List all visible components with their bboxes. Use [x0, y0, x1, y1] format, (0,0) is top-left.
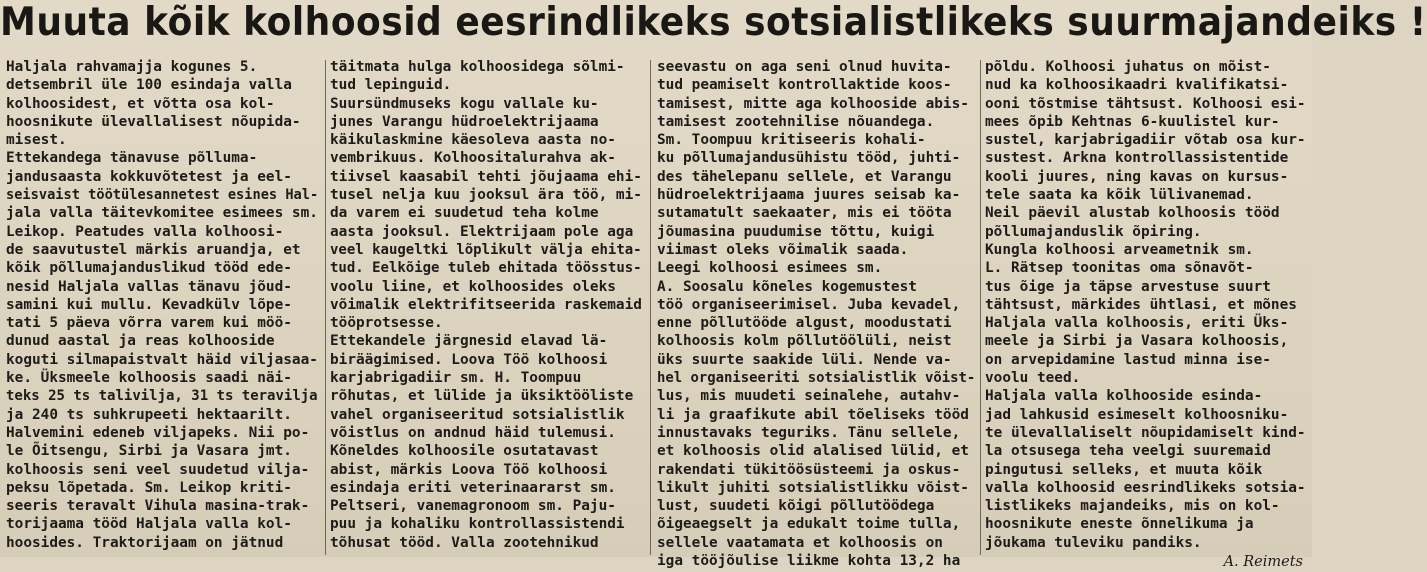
- text-line: lus, mis muudeti seinalehe, autahv-: [657, 388, 961, 405]
- text-line: täitmata hulga kolhoosidega sõlmi-: [330, 59, 625, 75]
- text-line: põllumajanduslik õpiring.: [985, 223, 1202, 240]
- text-line: Haljala rahvamajja kogunes 5.: [6, 59, 258, 75]
- text-line: de saavutustel märkis aruandja, et: [6, 241, 301, 258]
- text-line: pingutusi selleks, et muuta kõik: [985, 461, 1263, 478]
- text-line: veel kaugeltki lõplikult välja ehita-: [330, 241, 642, 258]
- text-line: tus õige ja täpse arvestuse suurt: [985, 278, 1271, 295]
- text-line: misest.: [6, 132, 67, 149]
- text-line: käikulaskmine käesoleva aasta no-: [330, 132, 616, 149]
- text-line: Sm. Toompuu kritiseeris kohali-: [657, 132, 926, 149]
- article-column-2: [330, 58, 642, 557]
- text-line: rõhutas, et lülide ja üksiktööliste: [330, 388, 634, 405]
- text-line: tiivsel kaasabil tehti jõujaama ehi-: [330, 168, 642, 185]
- text-line: le Õitsengu, Sirbi ja Vasara jmt.: [6, 443, 292, 460]
- text-line: kõik põllumajanduslikud tööd ede-: [6, 260, 292, 277]
- article-column-4: [985, 58, 1307, 571]
- text-line: te ülevallaliselt nõupidamiselt kind-: [985, 424, 1306, 441]
- text-line: biräägimised. Loova Töö kolhoosi: [330, 351, 608, 368]
- text-line: Leikop. Peatudes valla kolhoosi-: [6, 223, 284, 240]
- text-line: hüdroelektrijaama juures seisab ka-: [657, 187, 961, 204]
- text-line: koguti silmapaistvalt häid viljasaa-: [6, 351, 318, 368]
- text-line: mees õpib Kehtnas 6-kuulistel kur-: [985, 113, 1280, 130]
- article-column-1: [6, 58, 318, 557]
- text-line: enne põllutööde algust, moodustati: [657, 315, 952, 332]
- text-line: nesid Haljala vallas tänavu jõud-: [6, 278, 292, 295]
- column-rule: [325, 60, 326, 555]
- text-line: viimast oleks võimalik saada.: [657, 241, 909, 258]
- text-line: sellele vaatamata et kolhoosis on: [657, 534, 943, 551]
- text-line: töö organiseerimisel. Juba kevadel,: [657, 296, 961, 313]
- text-line: jad lahkusid esimeselt kolhoosniku-: [985, 406, 1289, 423]
- text-line: põldu. Kolhoosi juhatus on mõist-: [985, 59, 1271, 75]
- text-line: tud lepinguid.: [330, 77, 452, 94]
- text-line: ke. Üksmeele kolhoosis saadi näi-: [6, 370, 292, 387]
- text-line: peksu lõpetada. Sm. Leikop kriti-: [6, 479, 292, 496]
- text-line: seisvaist töötülesannetest esines Hal-: [6, 187, 319, 204]
- text-line: Kõneldes kolhoosile osutatavast: [330, 443, 599, 460]
- text-line: tud peamiselt kontrollaktide koos-: [657, 77, 952, 94]
- text-line: ku põllumajandusühistu tööd, juhti-: [657, 150, 961, 167]
- text-line: tusel nelja kuu jooksul ära töö, mi-: [330, 187, 642, 204]
- text-line: vembrikuus. Kolhoositalurahva ak-: [330, 150, 616, 167]
- text-line: voolu teed.: [985, 370, 1081, 387]
- text-line: li ja graafikute abil tõeliseks tööd: [657, 406, 969, 423]
- text-line: abist, märkis Loova Töö kolhoosi: [330, 461, 608, 478]
- text-line: des tähelepanu sellele, et Varangu: [657, 168, 952, 185]
- text-line: kolhoosis kolm põllutöölüli, neist: [657, 333, 952, 350]
- text-line: Halvemini edeneb viljapeks. Nii po-: [6, 424, 310, 441]
- text-line: teks 25 ts talivilja, 31 ts teravilja: [6, 388, 318, 405]
- text-line: ja 240 ts suhkrupeeti hektaarilt.: [6, 406, 292, 423]
- text-line: meele ja Sirbi ja Vasara kolhoosis,: [985, 333, 1289, 350]
- text-line: jõukama tuleviku pandiks.: [985, 534, 1202, 551]
- text-line: da varem ei suudetud teha kolme: [330, 205, 599, 222]
- text-line: Leegi kolhoosi esimees sm.: [657, 260, 883, 277]
- text-line: õigeaegselt ja edukalt toime tulla,: [657, 516, 961, 533]
- text-line: A. Soosalu kõneles kogemustest: [657, 278, 917, 295]
- text-line: puu ja kohaliku kontrollassistendi: [330, 516, 625, 533]
- text-line: aasta jooksul. Elektrijaam pole aga: [330, 223, 634, 240]
- text-line: likult juhiti sotsialistlikku võist-: [657, 479, 969, 496]
- text-line: ooni tõstmise tähtsust. Kolhoosi esi-: [985, 95, 1306, 112]
- text-line: la otsusega teha veelgi suuremaid: [985, 443, 1271, 460]
- text-line: seeris teravalt Vihula masina-trak-: [6, 498, 310, 515]
- text-line: rakendati tükitöösüsteemi ja oskus-: [657, 461, 961, 478]
- text-line: samini kui mullu. Kevadkülv lõpe-: [6, 296, 292, 313]
- text-line: sustest. Arkna kontrollassistentide: [985, 150, 1289, 167]
- text-line: torijaama tööd Haljala valla kol-: [6, 516, 292, 533]
- text-line: Haljala valla kolhooside esinda-: [985, 388, 1263, 405]
- text-line: tõhusat tööd. Valla zootehnikud: [330, 534, 599, 551]
- text-line: kooli juures, ning kavas on kursus-: [985, 168, 1289, 185]
- text-line: võimalik elektrifitseerida raskemaid: [330, 296, 642, 313]
- text-line: jõumasina puudumise tõttu, kuigi: [657, 223, 935, 240]
- text-line: hoosnikute eneste õnnelikuma ja: [985, 516, 1254, 533]
- text-line: Peltseri, vanemagronoom sm. Paju-: [330, 498, 616, 515]
- text-line: nud ka kolhoosikaadri kvalifikatsi-: [985, 77, 1289, 94]
- text-line: on arvepidamine lastud minna ise-: [985, 351, 1271, 368]
- text-line: tamisest, mitte aga kolhooside abis-: [657, 95, 969, 112]
- text-line: tööprotsesse.: [330, 315, 443, 332]
- text-line: Ettekandega tänavuse põlluma-: [6, 150, 258, 167]
- column-rule: [650, 60, 651, 555]
- text-line: hel organiseeriti sotsialistlik võist-: [657, 370, 976, 387]
- text-line: tele saata ka kõik lülivanemad.: [985, 187, 1254, 204]
- text-line: hoosnikute ülevallalisest nõupida-: [6, 113, 301, 130]
- text-line: valla kolhoosid eesrindlikeks sotsia-: [985, 479, 1306, 496]
- text-line: tati 5 päeva võrra varem kui möö-: [6, 315, 292, 332]
- text-line: innustavaks teguriks. Tänu sellele,: [657, 424, 961, 441]
- text-line: Ettekandele järgnesid elavad lä-: [330, 333, 608, 350]
- article-column-3: [657, 58, 976, 570]
- text-line: listlikeks majandeiks, mis on kol-: [985, 498, 1280, 515]
- text-line: sutamatult saekaater, mis ei tööta: [657, 205, 952, 222]
- text-line: esindaja eriti veterinaararst sm.: [330, 479, 616, 496]
- text-line: jandusaasta kokkuvõtetest ja eel-: [6, 168, 292, 185]
- text-line: jala valla täitevkomitee esimees sm.: [6, 205, 318, 222]
- text-line: iga tööjõulise liikme kohta 13,2 ha: [657, 553, 961, 570]
- text-line: et kolhoosis olid alalised lülid, et: [657, 443, 969, 460]
- text-line: seevastu on aga seni olnud huvita-: [657, 59, 952, 75]
- text-line: L. Rätsep toonitas oma sõnavõt-: [985, 260, 1254, 277]
- author-signature: A. Reimets: [1223, 554, 1303, 571]
- text-line: vahel organiseeritud sotsialistlik: [330, 406, 625, 423]
- text-line: junes Varangu hüdroelektrijaama: [330, 113, 599, 130]
- text-line: Kungla kolhoosi arveametnik sm.: [985, 241, 1254, 258]
- text-line: kolhoosidest, et võtta osa kol-: [6, 95, 275, 112]
- text-line: voolu liine, et kolhoosides oleks: [330, 278, 616, 295]
- headline: Muuta kõik kolhoosid eesrindlikeks sotsialistlikeks suurmajandeiks !: [0, 0, 1427, 45]
- text-line: dunud aastal ja reas kolhooside: [6, 333, 275, 350]
- text-line: detsembril üle 100 esindaja valla: [6, 77, 292, 94]
- column-rule: [980, 60, 981, 555]
- text-line: Haljala valla kolhoosis, eriti Üks-: [985, 315, 1289, 332]
- text-line: võistlus on andnud häid tulemusi.: [330, 424, 616, 441]
- text-line: üks suurte saakide lüli. Nende va-: [657, 351, 952, 368]
- text-line: tud. Eelkõige tuleb ehitada töösstus-: [330, 260, 642, 277]
- text-line: Neil päevil alustab kolhoosis tööd: [985, 205, 1280, 222]
- text-line: Suursündmuseks kogu vallale ku-: [330, 95, 599, 112]
- text-line: lust, suudeti kõigi põllutöödega: [657, 498, 935, 515]
- text-line: karjabrigadiir sm. H. Toompuu: [330, 370, 582, 387]
- text-line: kolhoosis seni veel suudetud vilja-: [6, 461, 310, 478]
- text-line: tamisest zootehnilise nõuandega.: [657, 113, 935, 130]
- text-line: sustel, karjabrigadiir võtab osa kur-: [985, 132, 1306, 149]
- text-line: hoosides. Traktorijaam on jätnud: [6, 534, 284, 551]
- text-line: tähtsust, märkides ühtlasi, et mõnes: [985, 296, 1297, 313]
